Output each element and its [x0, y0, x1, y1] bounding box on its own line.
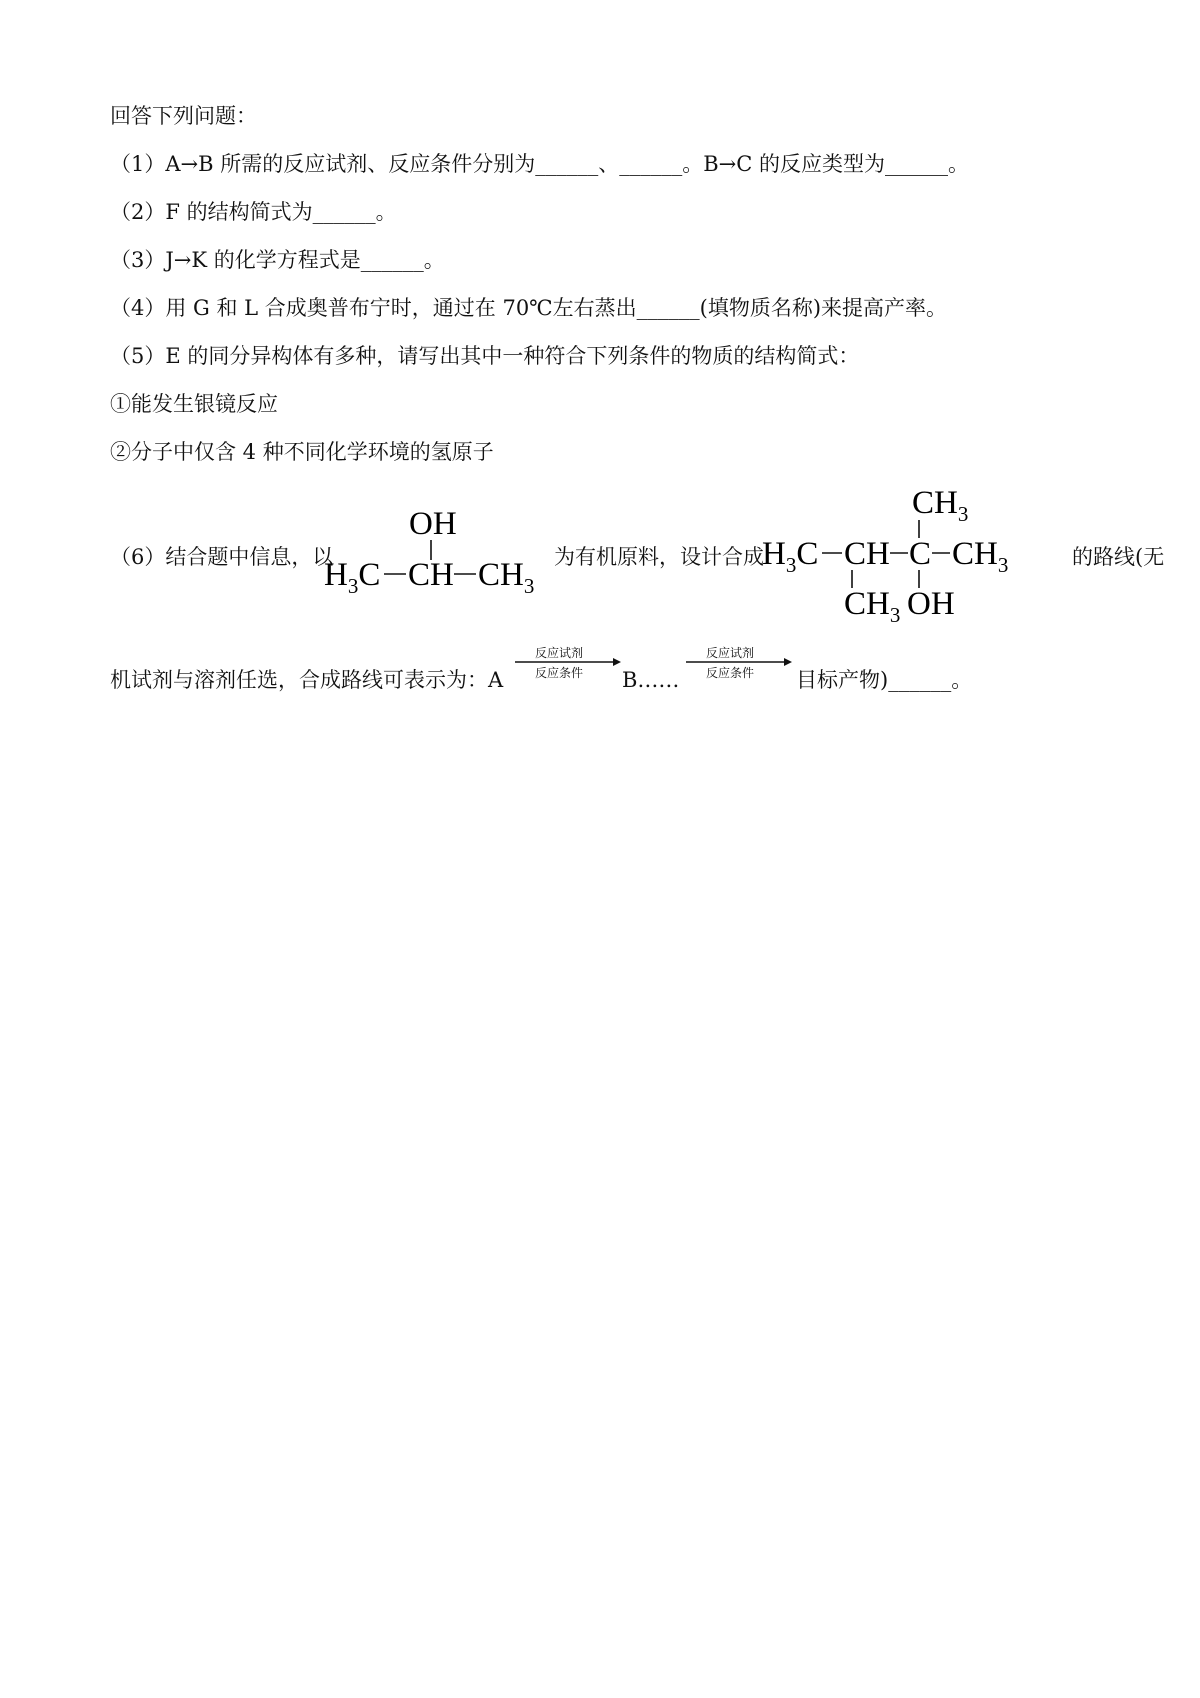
reaction-arrow-2	[684, 644, 794, 684]
question-6-line2-suffix: 目标产物)______。	[796, 668, 973, 692]
question-4: （4）用 G 和 L 合成奥普布宁时，通过在 70℃左右蒸出______(填物质名称)来提高产率。	[110, 296, 948, 320]
arrow-2-condition: 反应条件	[706, 666, 755, 680]
intro-text: 回答下列问题：	[110, 104, 257, 128]
svg-text:CH3: $CH_3$	[912, 485, 969, 526]
svg-text:CH3: $CH_3$	[844, 586, 901, 627]
intermediate-b: B……	[622, 668, 680, 692]
isopropanol-structure	[324, 500, 554, 600]
reaction-arrow-1	[513, 644, 623, 684]
svg-text:CH3: $CH_3$	[478, 557, 535, 598]
methine-label: CH	[408, 557, 454, 593]
quaternary-c: C	[909, 536, 932, 572]
question-1: （1）A→B 所需的反应试剂、反应条件分别为______、______。B→C 的反应类型为______。	[110, 152, 969, 176]
question-6-middle: 为有机原料，设计合成	[554, 545, 764, 569]
top-methyl: CH	[912, 485, 958, 521]
bottom-hydroxyl: OH	[907, 586, 955, 622]
question-6-line2-prefix: 机试剂与溶剂任选，合成路线可表示为：A	[110, 668, 504, 692]
arrow-1-reagent: 反应试剂	[535, 646, 584, 660]
svg-text:H3C: $H_3C$	[762, 536, 819, 577]
condition-2: ②分子中仅含 4 种不同化学环境的氢原子	[110, 440, 494, 464]
condition-1: ①能发生银镜反应	[110, 392, 278, 416]
bottom-methyl: CH	[844, 586, 890, 622]
question-2: （2）F 的结构简式为______。	[110, 200, 397, 224]
methine-ch: CH	[844, 536, 890, 572]
right-methyl: CH	[952, 536, 998, 572]
question-6-prefix: （6）结合题中信息，以	[110, 545, 334, 569]
methyl-h-left: H	[324, 557, 348, 593]
arrow-1-condition: 反应条件	[535, 666, 584, 680]
left-methyl-h: H	[762, 536, 786, 572]
arrow-2-reagent: 反应试剂	[706, 646, 755, 660]
target-product-structure	[762, 480, 1072, 627]
svg-text:CH3: $CH_3$	[952, 536, 1009, 577]
hydroxyl-label: OH	[409, 506, 457, 542]
question-5: （5）E 的同分异构体有多种，请写出其中一种符合下列条件的物质的结构简式：	[110, 344, 860, 368]
question-6-suffix: 的路线(无	[1072, 545, 1165, 569]
svg-text:H3C: $H_3C$	[324, 557, 381, 598]
question-3: （3）J→K 的化学方程式是______。	[110, 248, 445, 272]
methyl-right: CH	[478, 557, 524, 593]
